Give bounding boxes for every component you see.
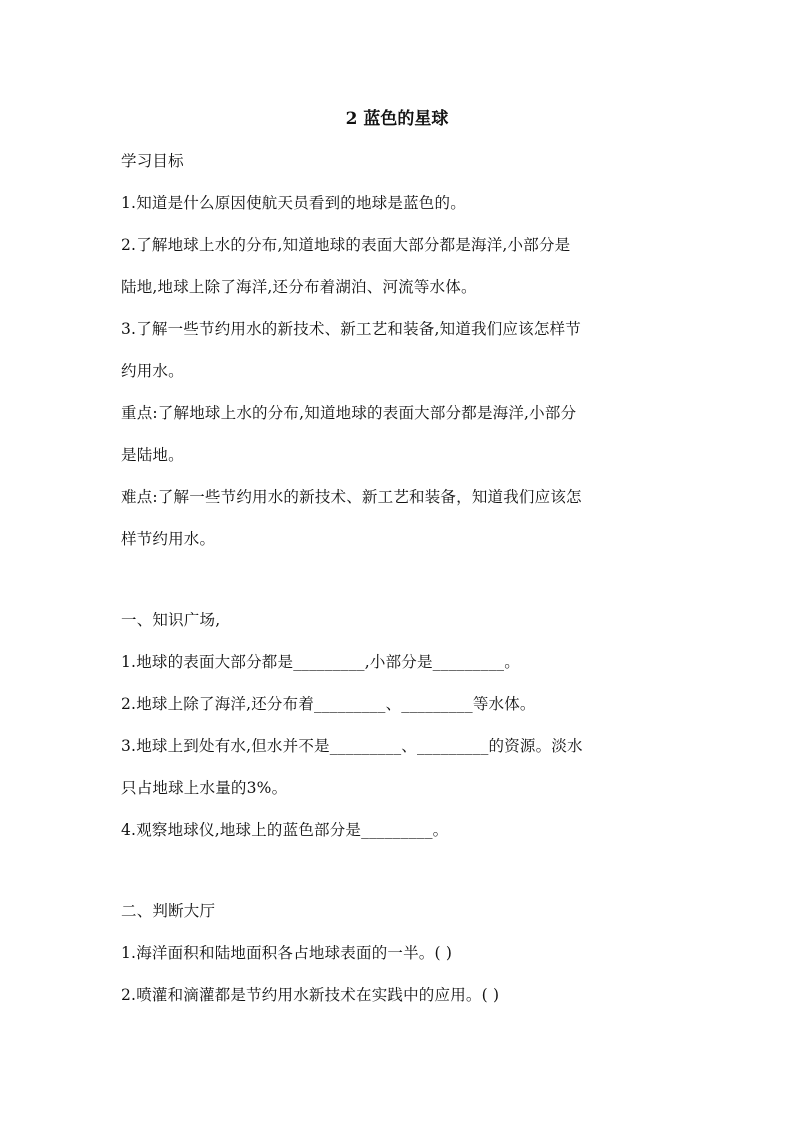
judgment-line: 2.喷灌和滴灌都是节约用水新技术在实践中的应用。( ) xyxy=(121,986,500,1004)
key-point-line: 是陆地。 xyxy=(121,446,184,464)
key-point-line: 重点:了解地球上水的分布,知道地球的表面大部分都是海洋,小部分 xyxy=(121,404,577,422)
question-line: 4.观察地球仪,地球上的蓝色部分是_________。 xyxy=(121,821,449,839)
objective-line: 约用水。 xyxy=(121,362,184,380)
judgment-line: 1.海洋面积和陆地面积各占地球表面的一半。( ) xyxy=(121,944,453,962)
objective-line: 陆地,地球上除了海洋,还分布着湖泊、河流等水体。 xyxy=(121,278,477,296)
difficult-point-line: 样节约用水。 xyxy=(121,530,216,548)
page-title: 2 蓝色的星球 xyxy=(345,109,449,129)
objective-line: 1.知道是什么原因使航天员看到的地球是蓝色的。 xyxy=(121,194,466,212)
question-line: 3.地球上到处有水,但水并不是_________、_________的资源。淡水 xyxy=(121,737,583,755)
question-line: 只占地球上水量的3%。 xyxy=(121,779,288,797)
objectives-heading: 学习目标 xyxy=(121,152,184,170)
objective-line: 3.了解一些节约用水的新技术、新工艺和装备,知道我们应该怎样节 xyxy=(121,320,581,338)
difficult-point-line: 难点:了解一些节约用水的新技术、新工艺和装备，知道我们应该怎 xyxy=(121,488,582,506)
section2-heading: 二、判断大厅 xyxy=(121,902,216,920)
section1-heading: 一、知识广场, xyxy=(121,611,221,629)
question-line: 2.地球上除了海洋,还分布着_________、_________等水体。 xyxy=(121,695,536,713)
question-line: 1.地球的表面大部分都是_________,小部分是_________。 xyxy=(121,653,520,671)
objective-line: 2.了解地球上水的分布,知道地球的表面大部分都是海洋,小部分是 xyxy=(121,236,571,254)
